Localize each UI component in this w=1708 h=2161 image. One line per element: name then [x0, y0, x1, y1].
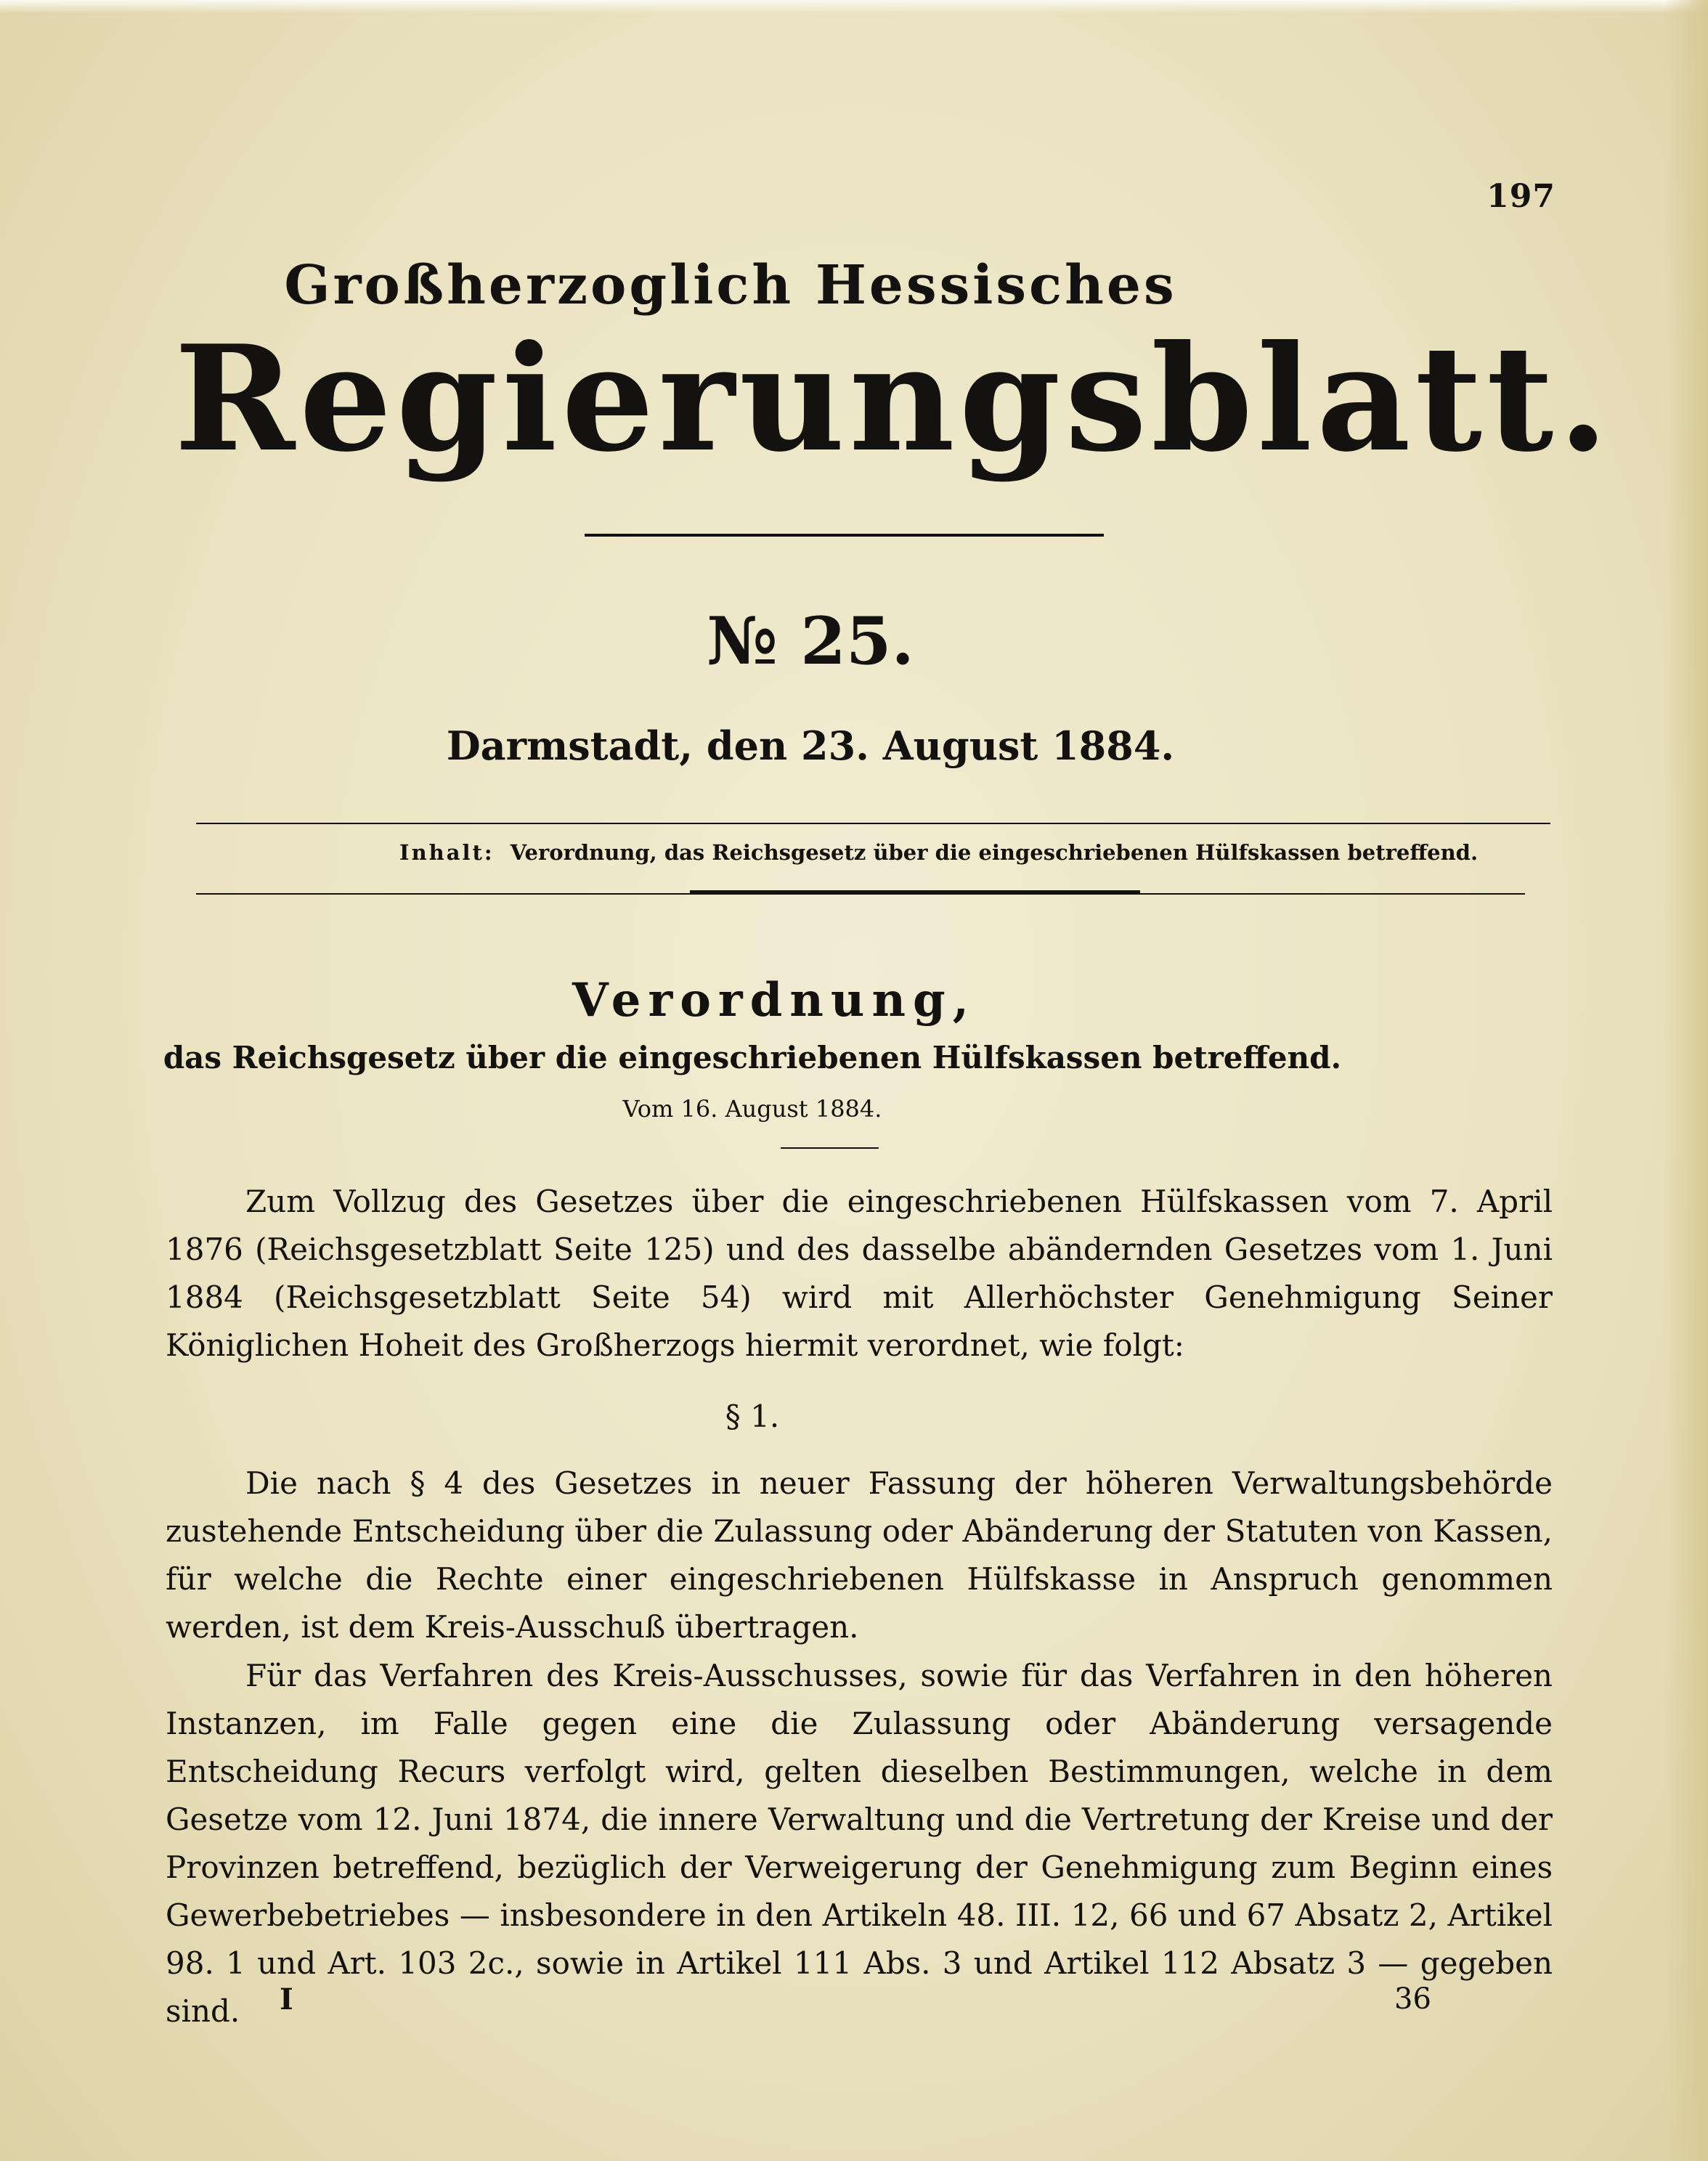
decree-title: Verordnung,	[572, 973, 976, 1027]
contents-top-rule	[196, 823, 1550, 824]
section-heading: § 1.	[725, 1399, 780, 1434]
decree-subtitle: das Reichsgesetz über die eingeschriebenen Hülfskassen betreffend.	[163, 1040, 1342, 1075]
body-paragraph-3: Für das Verfahren des Kreis-Ausschusses, sowie für das Verfahren in den höheren Instanzen, im Falle gegen eine die Zulassung oder Abänderung versagende Entscheidung Recurs verfolgt wird, gelten dieselben Bestimmungen, welche in dem Gesetze vom 12. Juni 1874, die innere Verwaltung und die Vertretung der Kreise und der Provinzen betreffend, bezüglich der Verweigerung der Genehmigung zum Beginn eines Gewerbebetriebes — insbesondere in den Artikeln 48. III. 12, 66 und 67 Absatz 2, Artikel 98. 1 und Art. 103 2c., sowie in Artikel 111 Abs. 3 und Artikel 112 Absatz 3 — gegeben sind.	[166, 1658, 1553, 2029]
table-of-contents	[399, 840, 1478, 865]
body-paragraph-1: Zum Vollzug des Gesetzes über die eingeschriebenen Hülfskassen vom 7. April 1876 (Reichsgesetzblatt Seite 125) und des dasselbe abändernden Gesetzes vom 1. Juni 1884 (Reichsgesetzblatt Seite 54) wird mit Allerhöchster Genehmigung Seiner Königlichen Hoheit des Großherzogs hiermit verordnet, wie folgt:	[166, 1184, 1553, 1363]
contents-label: Inhalt:	[399, 840, 495, 865]
publication-title: Regierungsblatt.	[174, 314, 1613, 484]
page-number: 197	[1487, 178, 1556, 215]
contents-text: Verordnung, das Reichsgesetz über die eingeschriebenen Hülfskassen betreffend.	[510, 840, 1479, 865]
decree-divider	[781, 1147, 879, 1149]
contents-bottom-rule-thick	[690, 890, 1140, 895]
publication-subtitle: Großherzoglich Hessisches	[284, 254, 1177, 317]
footer-signature-mark: I	[280, 1982, 293, 2016]
footer-sheet-number: 36	[1394, 1982, 1431, 2016]
issue-date: Darmstadt, den 23. August 1884.	[446, 723, 1175, 769]
issue-number: № 25.	[707, 603, 914, 680]
decree-date: Vom 16. August 1884.	[622, 1095, 882, 1123]
title-divider	[585, 534, 1104, 537]
body-paragraph-2: Die nach § 4 des Gesetzes in neuer Fassung der höheren Verwaltungsbehörde zustehende Entscheidung über die Zulassung oder Abänderung der Statuten von Kassen, für welche die Rechte einer eingeschriebenen Hülfskasse in Anspruch genommen werden, ist dem Kreis-Ausschuß übertragen.	[166, 1465, 1553, 1645]
